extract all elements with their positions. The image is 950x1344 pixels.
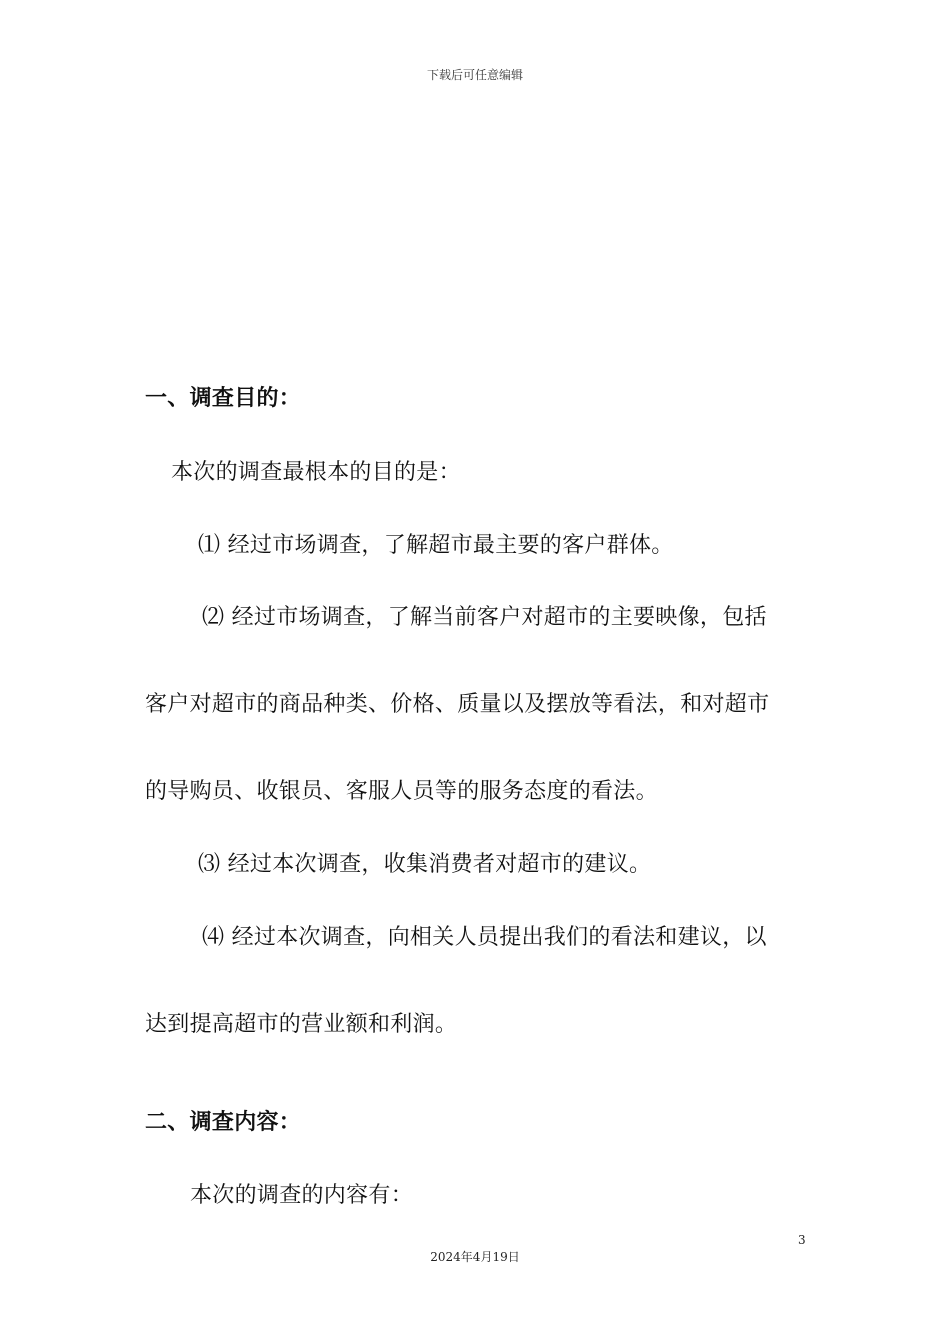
purpose-item-2-line-3: 的导购员、收银员、客服人员等的服务态度的看法。 xyxy=(145,779,658,804)
purpose-item-4-line-2: 达到提高超市的营业额和利润。 xyxy=(145,1012,458,1037)
purpose-item-4-line-1: ⑷ 经过本次调查，向相关人员提出我们的看法和建议，以 xyxy=(202,925,767,950)
purpose-item-2-line-1: ⑵ 经过市场调查，了解当前客户对超市的主要映像，包括 xyxy=(202,605,767,630)
footer-date: 2024年4月19日 xyxy=(430,1250,520,1264)
section-heading-purpose: 一、调查目的： xyxy=(145,386,302,411)
page-header: 下载后可任意编辑 xyxy=(426,68,523,82)
purpose-item-3: ⑶ 经过本次调查，收集消费者对超市的建议。 xyxy=(198,852,652,877)
page-number: 3 xyxy=(798,1233,806,1247)
section-heading-content: 二、调查内容： xyxy=(145,1110,302,1135)
purpose-intro: 本次的调查最根本的目的是： xyxy=(171,460,461,485)
purpose-item-1: ⑴ 经过市场调查，了解超市最主要的客户群体。 xyxy=(198,533,674,558)
content-intro: 本次的调查的内容有： xyxy=(190,1183,414,1208)
purpose-item-2-line-2: 客户对超市的商品种类、价格、质量以及摆放等看法，和对超市 xyxy=(145,692,770,717)
